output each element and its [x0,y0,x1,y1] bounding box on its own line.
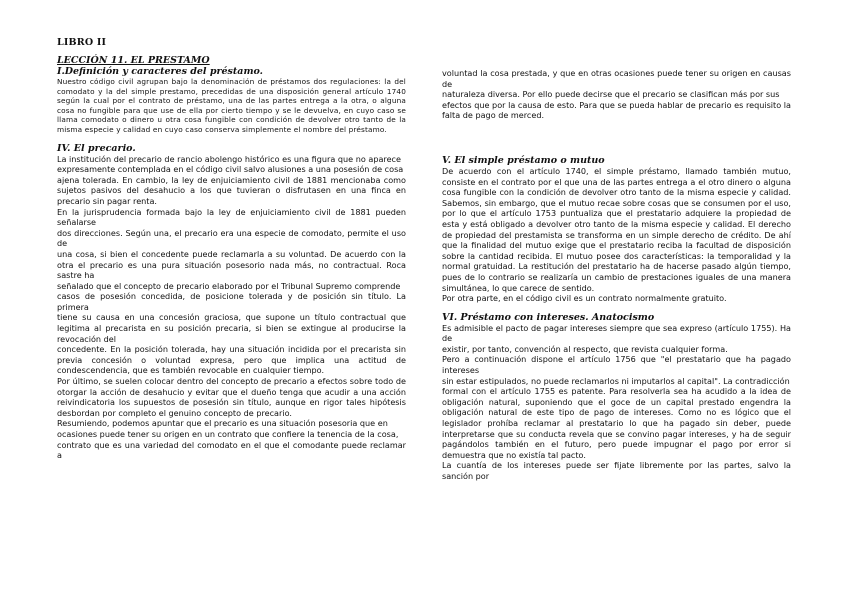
paragraph: voluntad la cosa prestada, y que en otras ocasiones puede tener su origen en causas de [442,68,791,89]
section-1-text: Nuestro código civil agrupan bajo la denominación de préstamos dos regulaciones: la del comodato y la del simple prestamo, precedidas de una disposición general artículo 1740 según la cual por el contrato de préstamo, una de las partes entrega a la otra, o alguna cosa no fungible para que use de ella por cierto tiempo y se le devuelva, en cuyo caso se llama comodato o dinero u otra cosa fungible con condición de devolver otro tanto de la misma especie y calidad en cuyo caso conserva simplemente el nombre del préstamo. [57,77,406,134]
paragraph: ajena tolerada. En cambio, la ley de enjuiciamiento civil de 1881 mencionaba como sujetos pasivos del desahucio a los que tuvieran o disfrutasen en una finca en precario sin pagar renta. [57,174,406,206]
paragraph: formal con el artículo 1755 es patente. Para resolverla sea ha acudido a la idea de obligación natural, suponiendo que el goce de un capital prestado engendra la obligación natural de este tipo de pago de intereses. Como no es lógico que el legislador prohíba reclamar al prestatario lo que ha pagado sin deber, puede interpretarse que su conducta revela que se convino pagar intereses, y ha de seguir pagándolos también en el futuro, pero puede impugnar el pago por error si demuestra que no existía tal pacto. [442,386,791,460]
precario-continuation [442,68,791,121]
paragraph: expresamente contemplada en el código civil salvo alusiones a una posesión de cosa [57,164,404,175]
section-4-title: IV. El precario. [57,142,136,154]
section-5-title: V. El simple préstamo o mutuo [442,154,605,166]
paragraph: Por otra parte, en el código civil es un contrato normalmente gratuito. [442,293,727,304]
paragraph: efectos que por la causa de esto. Para que se pueda hablar de precario es requisito la falta de pago de merced. [442,99,791,121]
paragraph: casos de posesión concedida, de posicione tolerada y de posición sin título. La primera [57,291,406,312]
paragraph: De acuerdo con el artículo 1740, el simple préstamo, llamado también mutuo, consiste en el contrato por el que una de las partes entrega a el otro dinero o alguna cosa fungible con la condición de devolver otro tanto de la misma especie y calidad. Sabemos, sin embargo, que el mutuo recae sobre cosas que se consumen por el uso, por lo que el artículo 1753 puntualiza que el prestatario adquiere la propiedad de esta y está obligado a devolver otro tanto de la misma especie y calidad. El derecho de propiedad del prestamista se transforma en un simple derecho de crédito. De ahí que la finalidad del mutuo exige que el prestatario reciba la facultad de disposición sobre la cantidad recibida. El mutuo posee dos características: la temporalidad y la normal gratuidad. La restitución del prestatario ha de hacerse pasado algún tiempo, pues de lo contrario se realizaría un cambio de prestaciones iguales de una manera simultánea, lo que carece de sentido. [442,165,791,293]
right-column [442,68,791,482]
section-1-title: I.Definición y caracteres del préstamo. [57,66,263,77]
paragraph: señalado que el concepto de precario elaborado por el Tribunal Supremo comprende [57,280,401,291]
paragraph: existir, por tanto, convención al respecto, que revista cualquier forma. [442,343,728,354]
section-6-body [442,323,791,482]
book-header: LIBRO II [57,37,107,48]
paragraph: una cosa, si bien el concedente puede reclamarla a su voluntad. De acuerdo con la otra el precario es una pura situación posesorio nada más, no contractual. Roca sastre ha [57,248,406,281]
paragraph: concedente. En la posición tolerada, hay una situación incidida por el precarista sin previa concesión o voluntad expresa, pero que implica una actitud de condescendencia, que es también revocable en cualquier tiempo. [57,344,406,376]
lesson-title: LECCIÓN 11. EL PRESTAMO [57,55,210,66]
paragraph: Por último, se suelen colocar dentro del concepto de precario a efectos sobre todo de otorgar la acción de desahucio y evitar que el dueño tenga que acudir a una acción reivindicatoria los supuestos de posesión sin título, aunque en rigor tales hipótesis desbordan por completo el genuino concepto de precario. [57,376,406,418]
paragraph: naturaleza diversa. Por ello puede decirse que el precario se clasifican más por sus [442,89,780,100]
paragraph: La institución del precario de rancio abolengo histórico es una figura que no aparece [57,153,401,164]
section-5-body [442,166,791,304]
paragraph: Es admisible el pacto de pagar intereses siempre que sea expreso (artículo 1755). Ha de [442,322,791,344]
paragraph: ocasiones puede tener su origen en un contrato que confiere la tenencia de la cosa, [57,429,399,439]
section-6-title: VI. Préstamo con intereses. Anatocismo [442,311,655,323]
paragraph: contrato que es una variedad del comodato en el que el comodante puede reclamar a [57,439,406,461]
section-4-body [57,154,406,461]
left-column [57,56,406,461]
paragraph: Pero a continuación dispone el artículo 1756 que "el prestatario que ha pagado intereses [442,354,791,376]
paragraph: En la jurisprudencia formada bajo la ley de enjuiciamiento civil de 1881 pueden señalarse [57,206,406,228]
paragraph: dos direcciones. Según una, el precario era una especie de comodato, permite el uso de [57,227,406,249]
paragraph: La cuantía de los intereses puede ser fijate libremente por las partes, salvo la sanción por [442,460,791,481]
paragraph: Resumiendo, podemos apuntar que el precario es una situación posesoria que en [57,418,388,429]
paragraph: tiene su causa en una concesión graciosa, que supone un título contractual que legitima al precarista en su posición precaria, si bien se extingue al producirse la revocación del [57,312,406,344]
paragraph: sin estar estipulados, no puede reclamarlos ni imputarlos al capital". La contradicción [442,375,790,386]
